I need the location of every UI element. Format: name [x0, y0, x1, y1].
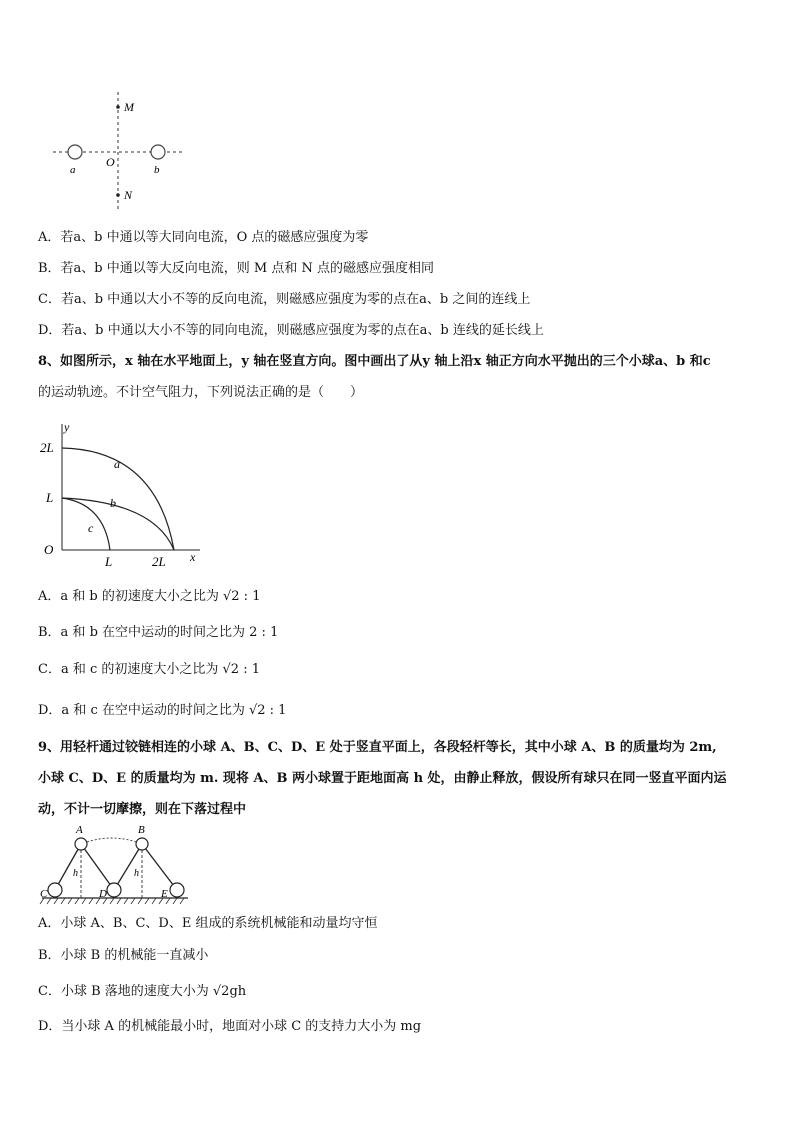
wires-figure [48, 90, 188, 215]
label-curve-a: a [114, 457, 120, 471]
label-m: M [124, 100, 134, 114]
origin-label: O [44, 542, 54, 557]
q7-option-d: D．若a、b 中通以大小不等的同向电流，则磁感应强度为零的点在a、b 连线的延长线上 [38, 323, 544, 338]
q8-option-a: A．a 和 b 的初速度大小之比为 √2 : 1 [38, 589, 261, 604]
tick-2l-y: 2L [40, 440, 54, 455]
label-curve-c: c [88, 521, 94, 535]
curve-c [62, 498, 110, 550]
label-o: O [106, 155, 115, 169]
q8-stem-line2: 的运动轨迹。不计空气阻力，下列说法正确的是（ ） [38, 385, 364, 400]
label-ball-b: B [138, 824, 145, 836]
wire-b [151, 145, 165, 159]
linkage-figure [38, 822, 190, 908]
ball-d [107, 883, 121, 897]
label-ball-e: E [161, 888, 168, 900]
label-ball-c: C [40, 888, 48, 900]
curve-b [62, 498, 174, 550]
q8-option-d: D．a 和 c 在空中运动的时间之比为 √2 : 1 [38, 703, 287, 718]
label-ball-a: A [76, 824, 83, 836]
dashed-arc [87, 838, 136, 842]
q9-stem-line2: 小球 C、D、E 的质量均为 m. 现将 A、B 两小球置于距地面高 h 处，由静止释放，假设所有球只在同一竖直平面内运 [38, 771, 727, 786]
axis-y-label: y [64, 420, 70, 434]
q7-option-b: B．若a、b 中通以等大反向电流，则 M 点和 N 点的磁感应强度相同 [38, 261, 434, 276]
label-a: a [70, 164, 76, 176]
q9-stem-line3: 动，不计一切摩擦，则在下落过程中 [38, 802, 247, 817]
q7-option-a: A．若a、b 中通以等大同向电流，O 点的磁感应强度为零 [38, 230, 369, 245]
q9-stem-line1: 9、用轻杆通过铰链相连的小球 A、B、C、D、E 处于竖直平面上，各段轻杆等长，其中小球 A、B 的质量均为 2m, [38, 740, 717, 755]
trajectory-figure [38, 418, 208, 568]
axis-x-label: x [190, 550, 196, 564]
point-m [116, 105, 120, 109]
label-height-2: h [134, 868, 139, 879]
tick-2l-x: 2L [152, 554, 166, 568]
label-ball-d: D [99, 888, 107, 900]
label-n: N [124, 188, 133, 202]
q9-option-c: C．小球 B 落地的速度大小为 √2gh [38, 984, 247, 999]
wire-a [68, 145, 82, 159]
q9-option-a: A．小球 A、B、C、D、E 组成的系统机械能和动量均守恒 [38, 916, 378, 931]
ball-a [75, 838, 87, 850]
tick-l-y: L [46, 490, 54, 505]
tick-l-x: L [105, 554, 113, 568]
label-height-1: h [73, 868, 78, 879]
label-b: b [154, 164, 160, 176]
ball-e [170, 883, 184, 897]
q8-option-b: B．a 和 b 在空中运动的时间之比为 2 : 1 [38, 625, 279, 640]
point-n [116, 193, 120, 197]
q7-option-c: C．若a、b 中通以大小不等的反向电流，则磁感应强度为零的点在a、b 之间的连线上 [38, 292, 531, 307]
q9-option-d: D．当小球 A 的机械能最小时，地面对小球 C 的支持力大小为 mg [38, 1019, 422, 1034]
q8-stem-line1: 8、如图所示，x 轴在水平地面上，y 轴在竖直方向。图中画出了从y 轴上沿x 轴正方向水平抛出的三个小球a、b 和c [38, 354, 711, 369]
ball-b [136, 838, 148, 850]
ball-c [48, 883, 62, 897]
q9-option-b: B．小球 B 的机械能一直减小 [38, 948, 209, 963]
label-curve-b: b [110, 496, 116, 510]
q8-option-c: C．a 和 c 的初速度大小之比为 √2 : 1 [38, 662, 260, 677]
